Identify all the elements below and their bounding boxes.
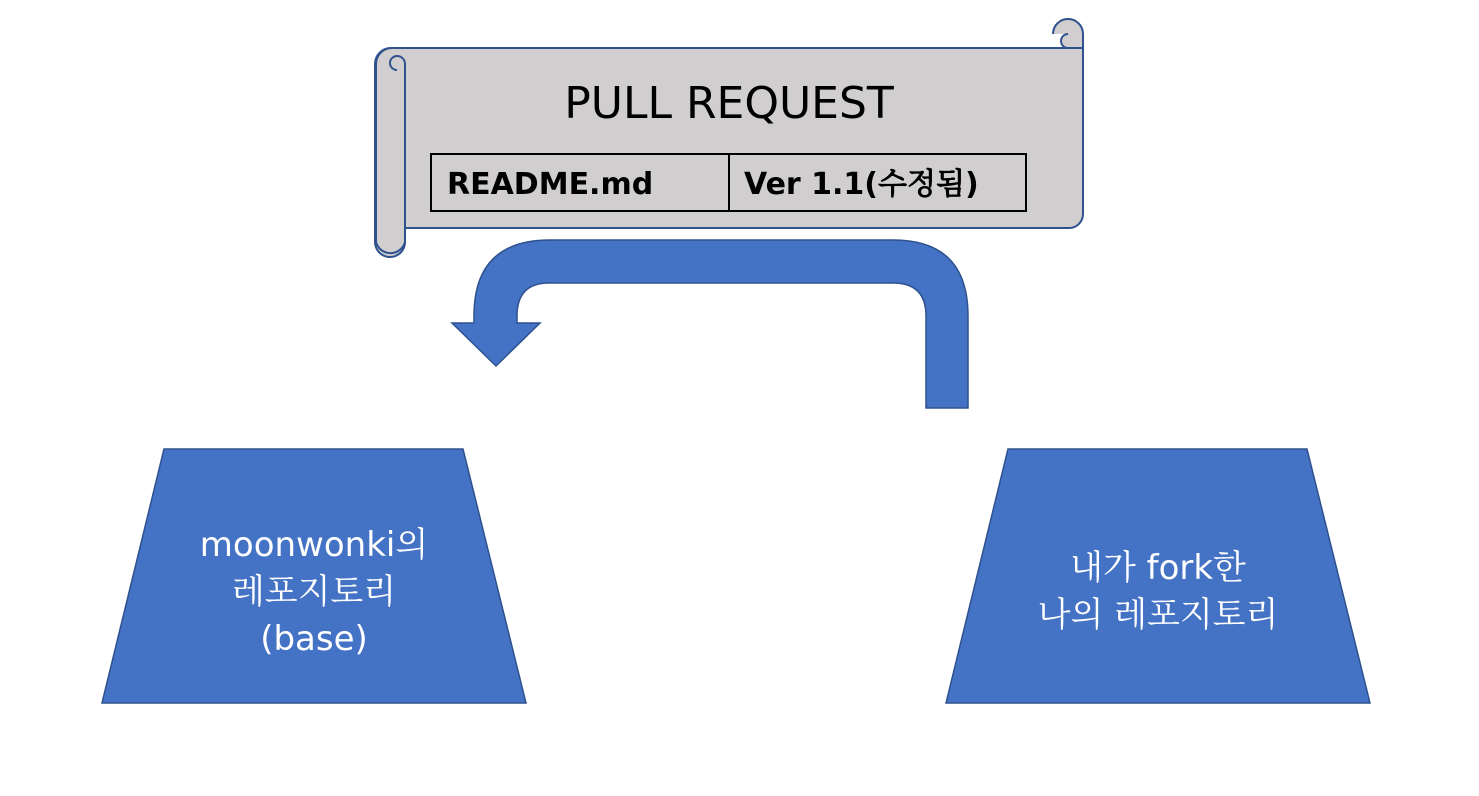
pull-request-scroll	[375, 19, 1083, 257]
fork-repo-line2: 나의 레포지토리	[1037, 595, 1279, 635]
pr-version: Ver 1.1(수정됨)	[744, 167, 979, 202]
scroll-title: PULL REQUEST	[564, 78, 894, 129]
base-repo-line3: (base)	[260, 619, 368, 659]
scroll-curl-top	[1053, 19, 1083, 48]
pr-file-name: README.md	[447, 167, 654, 202]
scroll-curl-left	[376, 48, 405, 253]
scroll-body	[375, 32, 1083, 257]
base-repo-shape	[102, 449, 526, 703]
u-turn-arrow	[452, 240, 968, 408]
fork-repo-line1: 내가 fork한	[1070, 548, 1246, 588]
fork-repo-shape	[946, 449, 1370, 703]
base-repo-line2: 레포지토리	[231, 572, 397, 612]
base-repo-line1: moonwonki의	[199, 525, 429, 565]
